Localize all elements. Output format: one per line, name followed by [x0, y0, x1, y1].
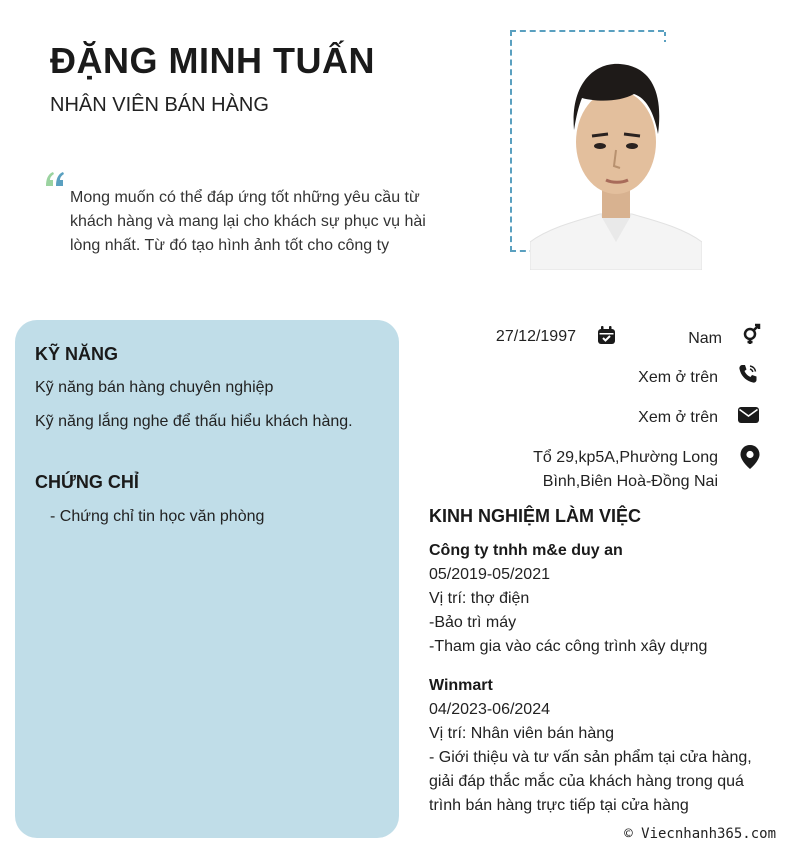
- job-title: NHÂN VIÊN BÁN HÀNG: [50, 94, 269, 116]
- gender: Nam: [688, 330, 722, 347]
- skill-item: Kỹ năng lắng nghe để thấu hiểu khách hàng.: [35, 413, 353, 430]
- address-line-1: Tổ 29,kp5A,Phường Long: [533, 449, 718, 466]
- calendar-icon: [597, 326, 617, 346]
- experience-heading: KINH NGHIỆM LÀM VIỆC: [429, 506, 642, 526]
- quote-icon: [44, 170, 66, 188]
- gender-icon: [740, 323, 762, 345]
- company-name: Winmart: [429, 677, 493, 694]
- job-position: Vị trí: Nhân viên bán hàng: [429, 725, 615, 742]
- phone-icon: [738, 364, 758, 384]
- copyright-footer: © Viecnhanh365.com: [624, 826, 776, 842]
- certificate-item: - Chứng chỉ tin học văn phòng: [50, 508, 265, 525]
- job-detail: -Tham gia vào các công trình xây dựng: [429, 638, 708, 655]
- birthday: 27/12/1997: [495, 328, 576, 345]
- candidate-name: ĐẶNG MINH TUẤN: [50, 40, 375, 81]
- phone-value: Xem ở trên: [638, 369, 718, 386]
- profile-photo: [530, 42, 702, 270]
- company-name: Công ty tnhh m&e duy an: [429, 542, 623, 559]
- certificates-heading: CHỨNG CHỈ: [35, 472, 139, 492]
- address-line-2: Bình,Biên Hoà-Đồng Nai: [542, 473, 718, 490]
- location-pin-icon: [740, 445, 760, 469]
- job-period: 05/2019-05/2021: [429, 566, 550, 583]
- email-icon: [738, 406, 760, 424]
- job-detail: -Bảo trì máy: [429, 614, 517, 631]
- skills-heading: KỸ NĂNG: [35, 344, 119, 364]
- job-period: 04/2023-06/2024: [429, 701, 550, 718]
- job-position: Vị trí: thợ điện: [429, 590, 530, 607]
- career-objective: Mong muốn có thể đáp ứng tốt những yêu cầu từ khách hàng và mang lại cho khách sự phục vụ hài lòng nhất. Từ đó tạo hình ảnh tốt cho công ty: [70, 189, 426, 254]
- email-value: Xem ở trên: [638, 409, 718, 426]
- skill-item: Kỹ năng bán hàng chuyên nghiệp: [35, 379, 274, 396]
- job-detail: - Giới thiệu và tư vấn sản phẩm tại cửa hàng, giải đáp thắc mắc của khách hàng trong quá trình bán hàng trực tiếp tại cửa hàng: [429, 749, 752, 814]
